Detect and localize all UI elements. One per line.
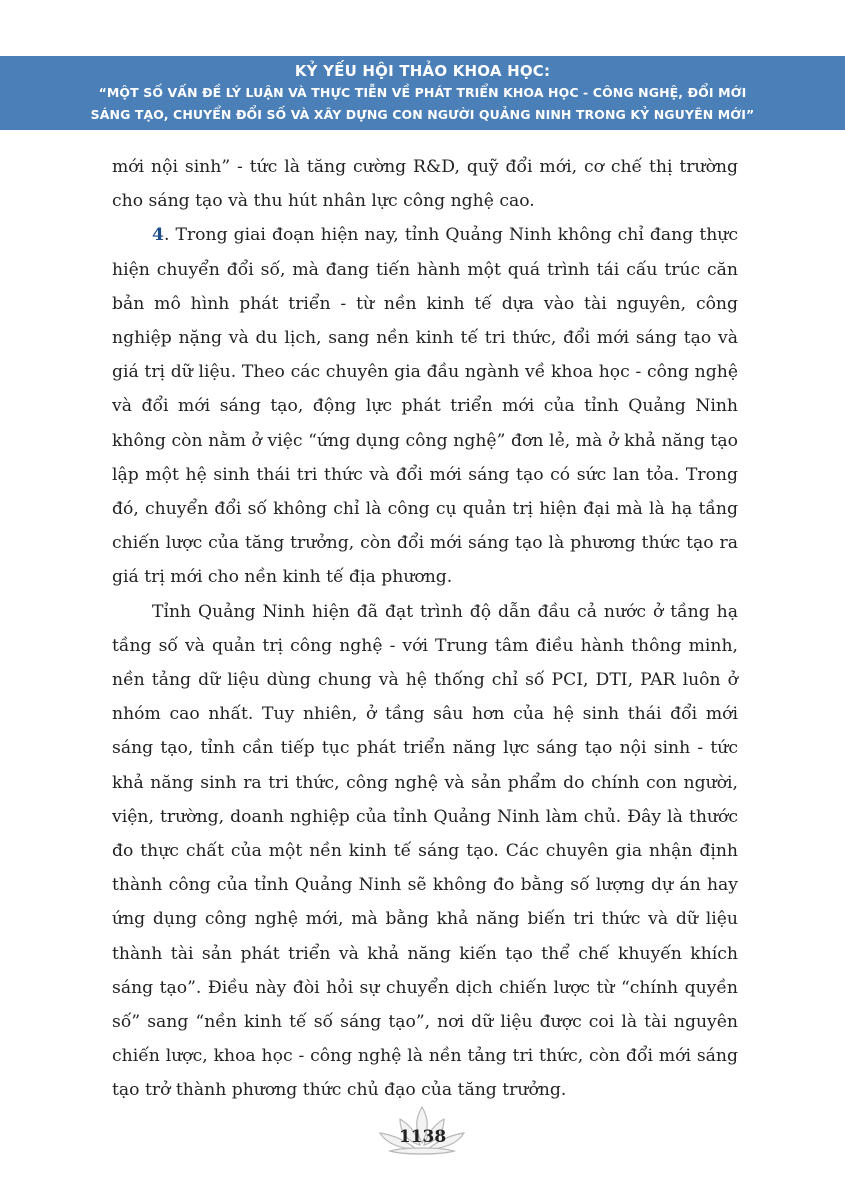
paragraph-4 (112, 218, 738, 594)
paragraph-continuation: mới nội sinh” - tức là tăng cường R&D, quỹ đổi mới, cơ chế thị trường cho sáng tạo và thu hút nhân lực công nghệ cao. (112, 157, 738, 212)
paragraph-4-text: . Trong giai đoạn hiện nay, tỉnh Quảng Ninh không chỉ đang thực hiện chuyển đổi số, mà đang tiến hành một quá trình tái cấu trúc căn bản mô hình phát triển - từ nền kinh tế dựa vào tài nguyên, công nghiệp nặng và du lịch, sang nền kinh tế tri thức, đổi mới sáng tạo và giá trị dữ liệu. Theo các chuyên gia đầu ngành về khoa học - công nghệ và đổi mới sáng tạo, động lực phát triển mới của tỉnh Quảng Ninh không còn nằm ở việc “ứng dụng công nghệ” đơn lẻ, mà ở khả năng tạo lập một hệ sinh thái tri thức và đổi mới sáng tạo có sức lan tỏa. Trong đó, chuyển đổi số không chỉ là công cụ quản trị hiện đại mà là hạ tầng chiến lược của tăng trưởng, còn đổi mới sáng tạo là phương thức tạo ra giá trị mới cho nền kinh tế địa phương. (112, 225, 738, 588)
header-title: KỶ YẾU HỘI THẢO KHOA HỌC: (294, 62, 551, 80)
section-number: 4 (152, 225, 164, 246)
header-banner (0, 56, 845, 130)
page-number: 1138 (398, 1127, 447, 1147)
paragraph-quang-ninh: Tỉnh Quảng Ninh hiện đã đạt trình độ dẫn đầu cả nước ở tầng hạ tầng số và quản trị công nghệ - với Trung tâm điều hành thông minh, nền tảng dữ liệu dùng chung và hệ thống chỉ số PCI, DTI, PAR luôn ở nhóm cao nhất. Tuy nhiên, ở tầng sâu hơn của hệ sinh thái đổi mới sáng tạo, tỉnh cần tiếp tục phát triển năng lực sáng tạo nội sinh - tức khả năng sinh ra tri thức, công nghệ và sản phẩm do chính con người, viện, trường, doanh nghiệp của tỉnh Quảng Ninh làm chủ. Đây là thước đo thực chất của một nền kinh tế sáng tạo. Các chuyên gia nhận định thành công của tỉnh Quảng Ninh sẽ không đo bằng số lượng dự án hay ứng dụng công nghệ mới, mà bằng khả năng biến tri thức và dữ liệu thành tài sản phát triển và khả năng kiến tạo thể chế khuyến khích sáng tạo”. Điều này đòi hỏi sự chuyển dịch chiến lược từ “chính quyền số” sang “nền kinh tế số sáng tạo”, nơi dữ liệu được coi là tài nguyên chiến lược, khoa học - công nghệ là nền tảng tri thức, còn đổi mới sáng tạo trở thành phương thức chủ đạo của tăng trưởng. (112, 601, 738, 1101)
page-body (112, 150, 738, 1108)
header-subtitle-line2: SÁNG TẠO, CHUYỂN ĐỔI SỐ VÀ XÂY DỰNG CON NGƯỜI QUẢNG NINH TRONG KỶ NGUYÊN MỚI” (90, 107, 755, 122)
header-subtitle-line1: “MỘT SỐ VẤN ĐỀ LÝ LUẬN VÀ THỰC TIỄN VỀ PHÁT TRIỂN KHOA HỌC - CÔNG NGHỆ, ĐỔI MỚI (98, 85, 747, 100)
page-footer (0, 1103, 845, 1163)
